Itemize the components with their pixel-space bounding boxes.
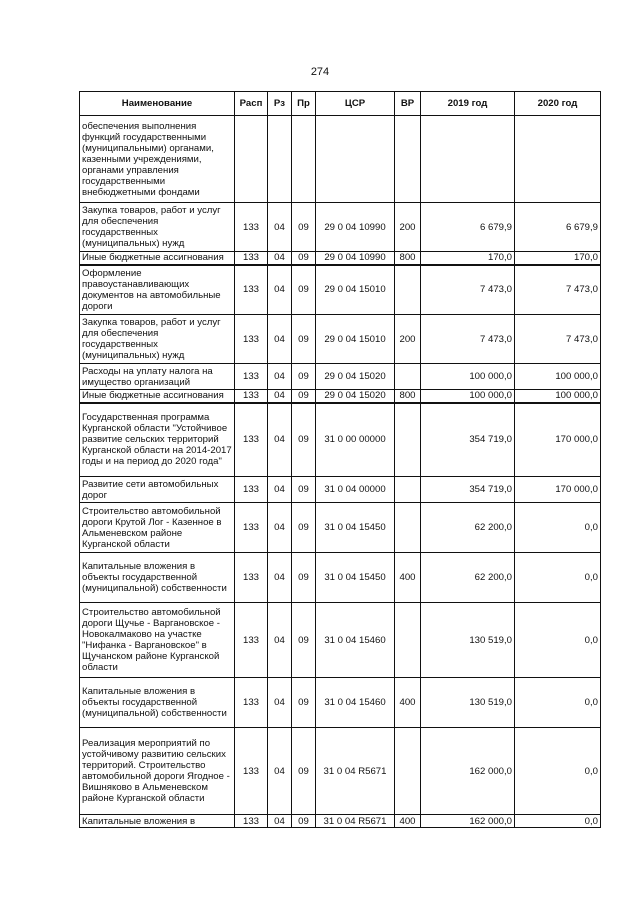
- col-header-2019: 2019 год: [421, 92, 515, 116]
- row-csr: 29 0 04 10990: [316, 203, 395, 252]
- row-name: Оформление правоустанавливающих документов на автомобильные дороги: [80, 265, 235, 315]
- row-csr: 29 0 04 15020: [316, 390, 395, 403]
- row-2019: 7 473,0: [421, 315, 515, 364]
- row-2019: 170,0: [421, 252, 515, 265]
- row-csr: 29 0 04 10990: [316, 252, 395, 265]
- row-rasp: 133: [235, 603, 268, 678]
- table-row: [80, 390, 601, 403]
- row-2020: 170 000,0: [515, 477, 601, 503]
- row-vr: [395, 364, 421, 390]
- row-rz: 04: [268, 678, 292, 728]
- row-2020: 7 473,0: [515, 315, 601, 364]
- row-name: Строительство автомобильной дороги Щучье - Варгановское - Новокалмаково на участке "Нифанка - Варгановское" в Щучанском районе Курганской области: [80, 603, 235, 678]
- row-rasp: 133: [235, 390, 268, 403]
- row-name: Развитие сети автомобильных дорог: [80, 477, 235, 503]
- row-pr: [292, 116, 316, 203]
- row-name: Иные бюджетные ассигнования: [80, 390, 235, 403]
- row-vr: [395, 728, 421, 815]
- row-2019: 100 000,0: [421, 364, 515, 390]
- row-name: Иные бюджетные ассигнования: [80, 252, 235, 265]
- row-csr: 31 0 04 R5671: [316, 815, 395, 828]
- row-2020: 0,0: [515, 815, 601, 828]
- row-csr: 29 0 04 15020: [316, 364, 395, 390]
- table-row: [80, 503, 601, 553]
- row-rasp: 133: [235, 203, 268, 252]
- row-pr: 09: [292, 815, 316, 828]
- row-rz: 04: [268, 252, 292, 265]
- table-row: [80, 252, 601, 265]
- row-vr: [395, 116, 421, 203]
- row-name: Закупка товаров, работ и услуг для обеспечения государственных (муниципальных) нужд: [80, 315, 235, 364]
- row-2020: [515, 116, 601, 203]
- row-2020: 170,0: [515, 252, 601, 265]
- row-2019: 354 719,0: [421, 477, 515, 503]
- row-pr: 09: [292, 477, 316, 503]
- table-row: [80, 477, 601, 503]
- row-2020: 0,0: [515, 678, 601, 728]
- row-rz: 04: [268, 390, 292, 403]
- row-vr: [395, 403, 421, 477]
- budget-table: [79, 91, 601, 828]
- table-row: [80, 603, 601, 678]
- row-rasp: 133: [235, 553, 268, 603]
- row-pr: 09: [292, 315, 316, 364]
- row-2020: 0,0: [515, 553, 601, 603]
- row-2019: 100 000,0: [421, 390, 515, 403]
- row-csr: 31 0 04 15460: [316, 603, 395, 678]
- col-header-pr: Пр: [292, 92, 316, 116]
- row-rz: 04: [268, 265, 292, 315]
- table-row: [80, 728, 601, 815]
- row-rasp: [235, 116, 268, 203]
- row-2020: 170 000,0: [515, 403, 601, 477]
- row-pr: 09: [292, 203, 316, 252]
- row-rasp: 133: [235, 503, 268, 553]
- row-rz: 04: [268, 315, 292, 364]
- row-pr: 09: [292, 503, 316, 553]
- row-rz: [268, 116, 292, 203]
- row-rz: 04: [268, 553, 292, 603]
- table-row: [80, 364, 601, 390]
- col-header-name: Наименование: [80, 92, 235, 116]
- table-row: [80, 265, 601, 315]
- row-vr: 200: [395, 203, 421, 252]
- row-vr: 400: [395, 815, 421, 828]
- row-2019: 162 000,0: [421, 728, 515, 815]
- table-row: [80, 553, 601, 603]
- row-2020: 0,0: [515, 503, 601, 553]
- row-2019: 7 473,0: [421, 265, 515, 315]
- row-2019: 354 719,0: [421, 403, 515, 477]
- table-row: [80, 315, 601, 364]
- row-rasp: 133: [235, 403, 268, 477]
- table-header-row: [80, 92, 601, 116]
- row-vr: [395, 477, 421, 503]
- row-2019: 6 679,9: [421, 203, 515, 252]
- row-rz: 04: [268, 603, 292, 678]
- col-header-rz: Рз: [268, 92, 292, 116]
- row-rz: 04: [268, 203, 292, 252]
- row-name: обеспечения выполнения функций государственными (муниципальными) органами, казенными учреждениями, органами управления государственными внебюджетными фондами: [80, 116, 235, 203]
- row-csr: 29 0 04 15010: [316, 265, 395, 315]
- row-2020: 7 473,0: [515, 265, 601, 315]
- row-rz: 04: [268, 364, 292, 390]
- row-rasp: 133: [235, 265, 268, 315]
- row-rasp: 133: [235, 252, 268, 265]
- row-2019: 130 519,0: [421, 678, 515, 728]
- row-pr: 09: [292, 678, 316, 728]
- row-csr: 29 0 04 15010: [316, 315, 395, 364]
- row-vr: 400: [395, 678, 421, 728]
- row-vr: 800: [395, 252, 421, 265]
- row-2020: 6 679,9: [515, 203, 601, 252]
- row-csr: [316, 116, 395, 203]
- row-2019: 62 200,0: [421, 553, 515, 603]
- row-name: Капитальные вложения в объекты государственной (муниципальной) собственности: [80, 678, 235, 728]
- row-2019: 162 000,0: [421, 815, 515, 828]
- table-row: [80, 678, 601, 728]
- row-2020: 0,0: [515, 603, 601, 678]
- row-name: Государственная программа Курганской области "Устойчивое развитие сельских территорий Курганской области на 2014-2017 годы и на период до 2020 года": [80, 403, 235, 477]
- row-csr: 31 0 04 R5671: [316, 728, 395, 815]
- page-number: 274: [310, 66, 330, 78]
- row-pr: 09: [292, 265, 316, 315]
- row-rasp: 133: [235, 815, 268, 828]
- row-2019: 130 519,0: [421, 603, 515, 678]
- row-name: Капитальные вложения в: [80, 815, 235, 828]
- row-2020: 100 000,0: [515, 390, 601, 403]
- row-rasp: 133: [235, 678, 268, 728]
- row-vr: [395, 265, 421, 315]
- row-pr: 09: [292, 728, 316, 815]
- row-2019: 62 200,0: [421, 503, 515, 553]
- row-csr: 31 0 04 15450: [316, 553, 395, 603]
- row-rz: 04: [268, 815, 292, 828]
- col-header-csr: ЦСР: [316, 92, 395, 116]
- row-rasp: 133: [235, 477, 268, 503]
- row-name: Строительство автомобильной дороги Крутой Лог - Казенное в Альменевском районе Курганской области: [80, 503, 235, 553]
- row-pr: 09: [292, 553, 316, 603]
- row-vr: 400: [395, 553, 421, 603]
- col-header-2020: 2020 год: [515, 92, 601, 116]
- row-pr: 09: [292, 252, 316, 265]
- table-row: [80, 203, 601, 252]
- row-rz: 04: [268, 728, 292, 815]
- row-2020: 100 000,0: [515, 364, 601, 390]
- table-row: [80, 403, 601, 477]
- row-vr: 200: [395, 315, 421, 364]
- row-csr: 31 0 04 15460: [316, 678, 395, 728]
- row-vr: [395, 503, 421, 553]
- col-header-vr: ВР: [395, 92, 421, 116]
- row-rz: 04: [268, 403, 292, 477]
- row-pr: 09: [292, 390, 316, 403]
- row-rz: 04: [268, 503, 292, 553]
- row-2019: [421, 116, 515, 203]
- row-pr: 09: [292, 603, 316, 678]
- row-csr: 31 0 04 15450: [316, 503, 395, 553]
- row-name: Капитальные вложения в объекты государственной (муниципальной) собственности: [80, 553, 235, 603]
- row-rz: 04: [268, 477, 292, 503]
- row-2020: 0,0: [515, 728, 601, 815]
- row-rasp: 133: [235, 728, 268, 815]
- row-csr: 31 0 04 00000: [316, 477, 395, 503]
- row-rasp: 133: [235, 364, 268, 390]
- row-name: Расходы на уплату налога на имущество организаций: [80, 364, 235, 390]
- table-row: [80, 116, 601, 203]
- row-pr: 09: [292, 364, 316, 390]
- row-rasp: 133: [235, 315, 268, 364]
- row-name: Реализация мероприятий по устойчивому развитию сельских территорий. Строительство автомобильной дороги Ягодное - Вишняково в Альменевском районе Курганской области: [80, 728, 235, 815]
- col-header-rasp: Расп: [235, 92, 268, 116]
- row-csr: 31 0 00 00000: [316, 403, 395, 477]
- table-row: [80, 815, 601, 828]
- row-vr: 800: [395, 390, 421, 403]
- row-vr: [395, 603, 421, 678]
- row-pr: 09: [292, 403, 316, 477]
- row-name: Закупка товаров, работ и услуг для обеспечения государственных (муниципальных) нужд: [80, 203, 235, 252]
